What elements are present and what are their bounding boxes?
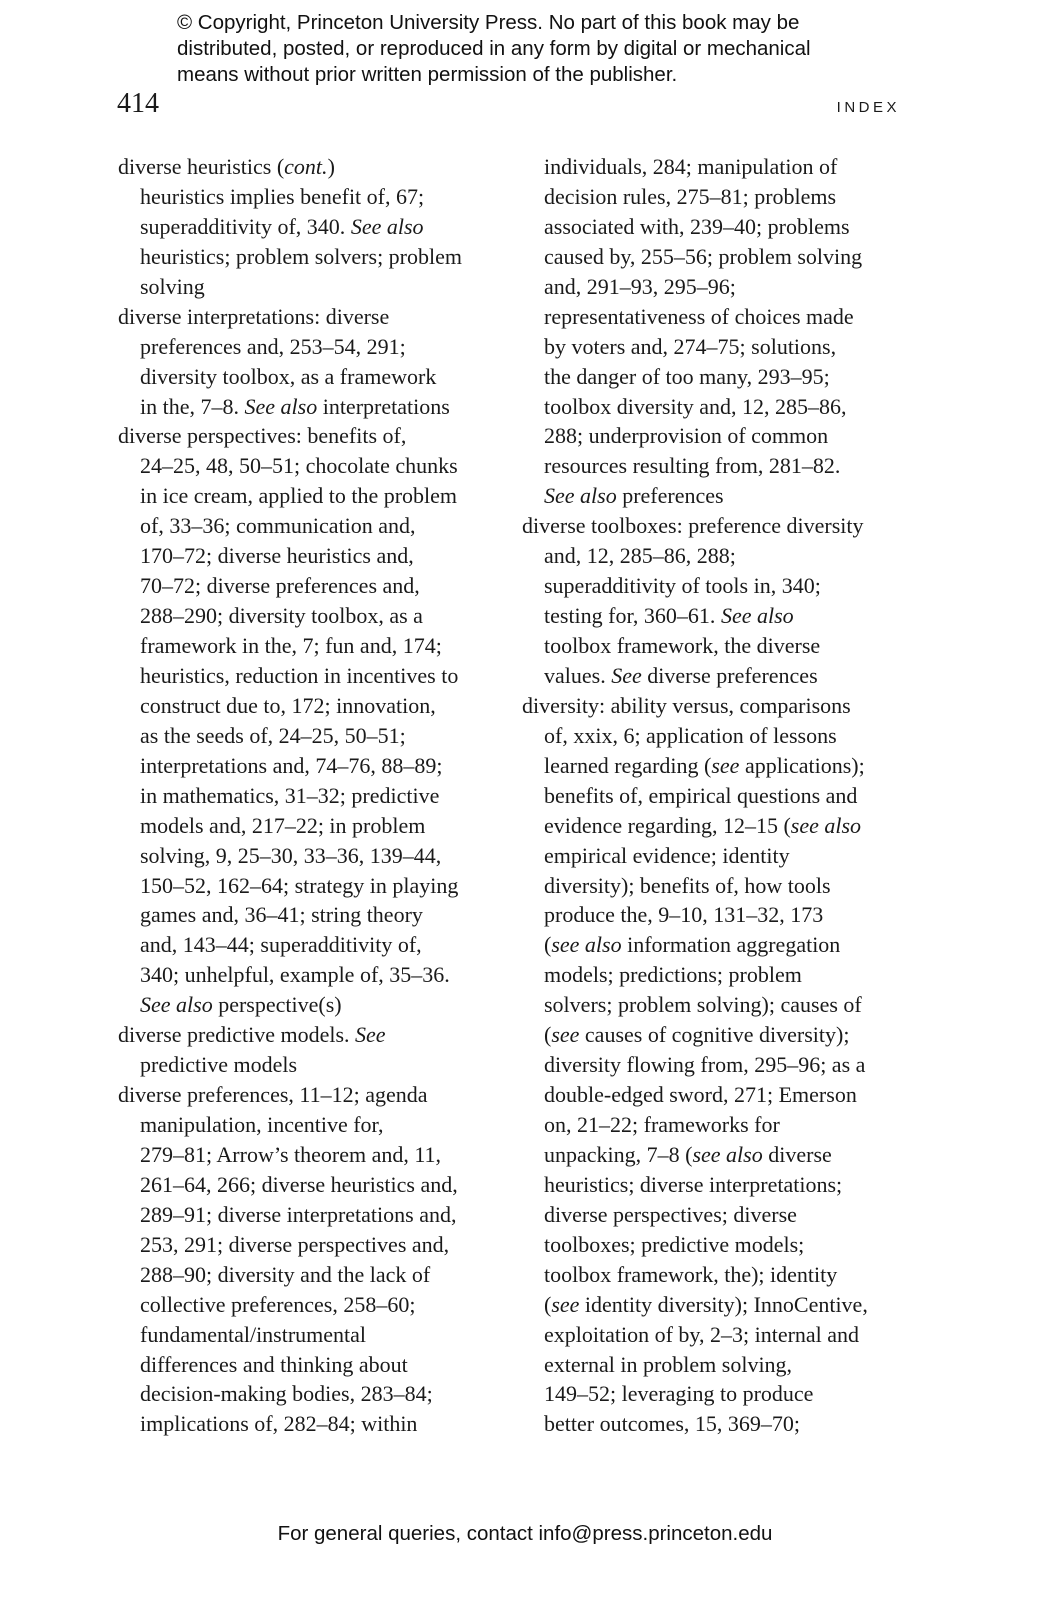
index-text: exploitation of by, 2–3; internal and [544,1321,860,1347]
index-text: heuristics implies benefit of, 67; [140,183,425,209]
index-entry [118,421,462,1020]
index-line [118,212,462,242]
index-text: solving [140,273,205,299]
index-line [118,721,462,751]
index-line [522,362,868,392]
index-entry [522,691,868,1439]
cross-reference-italic: See [611,662,642,688]
index-text: evidence regarding, 12–15 ( [544,812,791,838]
index-line [522,541,868,571]
cross-reference-italic: See also [544,483,617,509]
index-line [118,1170,462,1200]
index-text: 288; underprovision of common [544,423,829,449]
index-text: causes of cognitive diversity); [579,1022,850,1048]
index-line [118,272,462,302]
index-text: and, 12, 285–86, 288; [544,543,736,569]
index-line [522,451,868,481]
index-text: better outcomes, 15, 369–70; [544,1411,801,1437]
index-text: fundamental/instrumental [140,1321,367,1347]
index-line [522,511,868,541]
cross-reference-italic: cont. [284,154,328,179]
index-text: toolbox framework, the); identity [544,1261,838,1287]
index-line [522,1260,868,1290]
index-text: heuristics, reduction in incentives to [140,662,459,688]
index-text: games and, 36–41; string theory [140,902,423,928]
index-text: solving, 9, 25–30, 33–36, 139–44, [140,842,442,868]
index-text: toolbox framework, the diverse [544,633,821,658]
index-text: diverse perspectives; diverse [544,1201,797,1227]
index-text: perspective(s) [212,992,342,1018]
index-line [118,601,462,631]
index-text: diverse toolboxes: preference diversity [522,513,864,539]
index-line [118,302,462,332]
index-text: on, 21–22; frameworks for [544,1112,780,1137]
index-line [118,1260,462,1290]
index-entry [118,302,462,422]
index-text: solvers; problem solving); causes of [544,992,862,1018]
index-line [522,631,868,661]
index-text: 289–91; diverse interpretations and, [140,1201,457,1227]
index-text: toolboxes; predictive models; [544,1231,805,1257]
index-text: construct due to, 172; innovation, [140,692,436,718]
index-line [522,960,868,990]
cross-reference-italic: See also [244,393,318,419]
index-line [118,1320,462,1350]
index-line [118,1080,462,1110]
index-text: testing for, 360–61. [544,603,721,629]
cross-reference-italic: See [355,1022,386,1048]
index-text: framework in the, 7; fun and, 174; [140,633,442,658]
index-line [118,1379,462,1409]
index-line [522,1320,868,1350]
index-entry [522,152,868,511]
index-line [522,930,868,960]
index-text: heuristics; diverse interpretations; [544,1171,843,1197]
index-text: diverse preferences [641,662,818,688]
index-line [118,661,462,691]
index-line [118,392,462,422]
index-text: diverse interpretations: diverse [118,303,390,329]
index-line [118,1020,462,1050]
index-line [118,511,462,541]
index-text: diversity toolbox, as a framework [140,363,437,389]
index-text: preferences [616,483,724,509]
index-line [118,421,462,451]
copyright-line: distributed, posted, or reproduced in any form by digital or mechanical [177,37,811,60]
cross-reference-italic: see [711,752,740,778]
index-line [118,1350,462,1380]
index-text: identity diversity); InnoCentive, [579,1291,868,1317]
index-text: 288–290; diversity toolbox, as a [140,603,423,629]
index-line [118,152,462,182]
index-line [522,272,868,302]
index-text: manipulation, incentive for, [140,1112,384,1137]
index-text: heuristics; problem solvers; problem [140,243,462,269]
index-line [522,1200,868,1230]
index-text: diversity flowing from, 295–96; as a [544,1052,866,1078]
footer-contact: For general queries, contact info@press.princeton.edu [277,1522,773,1545]
cross-reference-italic: see also [692,1141,763,1167]
index-line [118,960,462,990]
index-line [118,631,462,661]
cross-reference-italic: see also [551,932,622,958]
index-line [522,1290,868,1320]
index-line [522,421,868,451]
index-line [118,930,462,960]
index-line [118,751,462,781]
copyright-line: means without prior written permission of the publisher. [177,63,678,86]
index-line [522,721,868,751]
index-line [522,571,868,601]
index-text: models; predictions; problem [544,962,802,988]
index-text: and, 143–44; superadditivity of, [140,932,422,958]
index-entry [522,511,868,691]
index-line [118,1110,462,1140]
index-text: 288–90; diversity and the lack of [140,1261,431,1287]
cross-reference-italic: see [551,1291,580,1317]
index-text: by voters and, 274–75; solutions, [544,333,837,359]
index-line [522,302,868,332]
running-head: INDEX [836,99,900,116]
index-line [118,1200,462,1230]
cross-reference-italic: See also [140,992,213,1018]
index-line [522,1140,868,1170]
index-column-left [118,152,462,1439]
index-line [118,242,462,272]
index-line [522,841,868,871]
cross-reference-italic: see [551,1022,580,1048]
index-text: 70–72; diverse preferences and, [140,573,420,599]
index-text: resources resulting from, 281–82. [544,453,841,479]
index-line [522,1020,868,1050]
index-text: diverse predictive models. [118,1022,356,1048]
index-line [522,1409,868,1439]
index-text: 261–64, 266; diverse heuristics and, [140,1171,458,1197]
index-text: benefits of, empirical questions and [544,782,858,808]
index-text: values. [544,662,612,688]
index-text: as the seeds of, 24–25, 50–51; [140,722,406,748]
index-text: decision-making bodies, 283–84; [140,1381,433,1407]
index-text: superadditivity of tools in, 340; [544,573,821,599]
index-text: empirical evidence; identity [544,842,790,868]
index-text: in mathematics, 31–32; predictive [140,782,440,808]
index-text: representativeness of choices made [544,303,854,329]
index-line [522,1170,868,1200]
index-text: 149–52; leveraging to produce [544,1381,814,1407]
index-entry [118,1080,462,1439]
index-text: ) [327,154,335,179]
index-line [522,1350,868,1380]
index-text: diverse heuristics ( [118,154,285,179]
index-text: 170–72; diverse heuristics and, [140,543,414,569]
index-text: caused by, 255–56; problem solving [544,243,863,269]
index-line [522,332,868,362]
index-line [522,481,868,511]
index-line [118,1409,462,1439]
index-line [522,661,868,691]
index-line [522,152,868,182]
index-text: differences and thinking about [140,1351,408,1377]
copyright-line: © Copyright, Princeton University Press. No part of this book may be [177,11,800,34]
index-text: collective preferences, 258–60; [140,1291,416,1317]
cross-reference-italic: See also [350,213,424,239]
index-line [118,1230,462,1260]
index-text: diversity); benefits of, how tools [544,872,831,898]
index-line [522,182,868,212]
index-text: 24–25, 48, 50–51; chocolate chunks [140,453,458,479]
index-entry [118,1020,462,1080]
index-text: in ice cream, applied to the problem [140,483,458,509]
index-line [118,332,462,362]
index-text: unpacking, 7–8 ( [544,1141,693,1167]
index-text: learned regarding ( [544,752,712,778]
index-text: models and, 217–22; in problem [140,812,426,838]
index-line [522,871,868,901]
index-line [118,451,462,481]
index-text: ( [544,932,552,958]
index-line [118,781,462,811]
index-line [118,362,462,392]
page-number: 414 [117,88,159,119]
index-text: of, xxix, 6; application of lessons [544,722,837,748]
index-text: information aggregation [621,932,841,958]
index-line [118,571,462,601]
index-text: predictive models [140,1052,298,1078]
index-line [118,1050,462,1080]
index-text: in the, 7–8. [140,393,245,419]
index-line [118,990,462,1020]
index-line [522,601,868,631]
index-text: interpretations and, 74–76, 88–89; [140,752,443,778]
copyright-notice [177,10,811,88]
index-text: 253, 291; diverse perspectives and, [140,1231,450,1257]
index-line [118,871,462,901]
index-line [522,900,868,930]
index-line [522,781,868,811]
index-line [522,751,868,781]
index-text: 150–52, 162–64; strategy in playing [140,872,459,898]
index-line [522,392,868,422]
index-text: diverse perspectives: benefits of, [118,423,407,449]
index-text: preferences and, 253–54, 291; [140,333,406,359]
cross-reference-italic: see also [790,812,862,838]
index-text: ( [544,1022,552,1048]
index-text: diversity: ability versus, comparisons [522,692,851,718]
index-line [522,990,868,1020]
index-text: the danger of too many, 293–95; [544,363,830,389]
index-line [522,1080,868,1110]
index-text: ( [544,1291,552,1317]
index-line [118,811,462,841]
index-text: interpretations [317,393,450,419]
index-text: diverse preferences, 11–12; agenda [118,1082,428,1108]
index-line [522,1230,868,1260]
index-line [118,841,462,871]
index-text: external in problem solving, [544,1351,793,1377]
index-line [522,1379,868,1409]
index-column-right [522,152,868,1439]
index-line [118,182,462,212]
index-text: superadditivity of, 340. [140,213,351,239]
index-text: associated with, 239–40; problems [544,213,850,239]
index-text: applications); [739,752,865,778]
index-text: implications of, 282–84; within [140,1411,418,1437]
index-line [118,481,462,511]
cross-reference-italic: See also [720,603,794,629]
index-line [118,1290,462,1320]
index-line [118,691,462,721]
index-line [118,900,462,930]
index-text: diverse [762,1141,832,1167]
index-line [118,1140,462,1170]
index-text: and, 291–93, 295–96; [544,273,736,299]
index-entry [118,152,462,302]
index-line [522,212,868,242]
index-text: 279–81; Arrow’s theorem and, 11, [140,1141,442,1167]
index-text: produce the, 9–10, 131–32, 173 [544,902,824,928]
index-line [522,691,868,721]
index-text: toolbox diversity and, 12, 285–86, [544,393,847,419]
index-line [522,1110,868,1140]
index-text: decision rules, 275–81; problems [544,183,837,209]
index-line [522,1050,868,1080]
index-text: individuals, 284; manipulation of [544,154,838,179]
index-line [118,541,462,571]
index-line [522,242,868,272]
index-text: 340; unhelpful, example of, 35–36. [140,962,450,988]
index-text: of, 33–36; communication and, [140,513,416,539]
index-text: double-edged sword, 271; Emerson [544,1082,857,1108]
index-line [522,811,868,841]
